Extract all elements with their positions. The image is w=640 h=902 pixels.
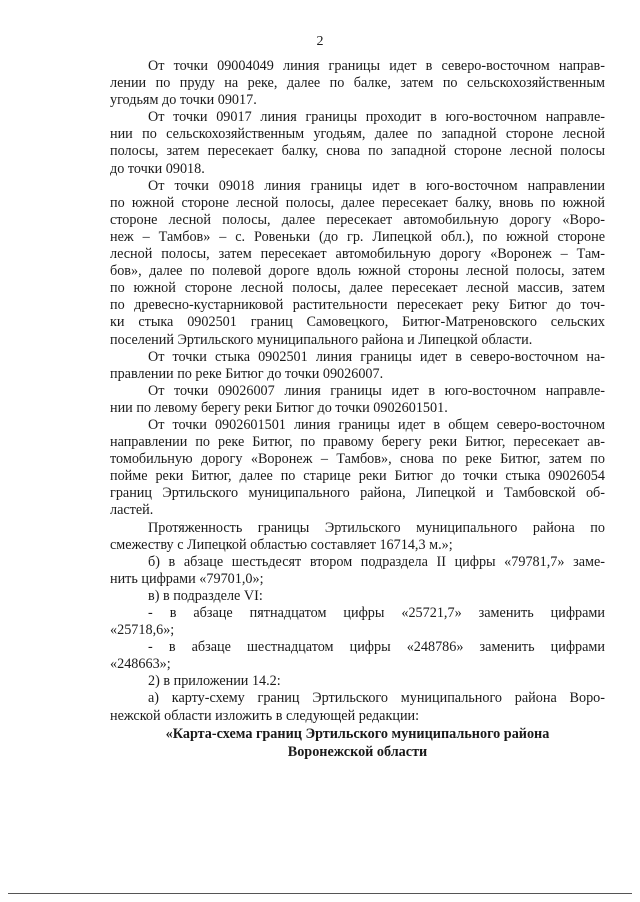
section-title-line: Воронежской области xyxy=(287,743,428,760)
text-line: бов», далее по полевой дороге вдоль южной стороны лесной полосы, затем xyxy=(110,263,605,280)
paragraph xyxy=(110,673,605,690)
bottom-rule xyxy=(8,893,632,894)
text-line: - в абзаце пятнадцатом цифры «25721,7» заменить цифрами xyxy=(148,605,605,621)
text-line: От точки 09004049 линия границы идет в северо-восточном направ- xyxy=(148,58,605,74)
text-line: направлении по реке Битюг, по правому берегу реки Битюг, пересекает ав- xyxy=(110,434,605,451)
text-line: границ Эртильского муниципального района, Липецкой и Тамбовской об- xyxy=(110,485,605,502)
paragraph xyxy=(110,639,605,673)
text-line: лесной полосы, затем пересекает автомобильную дорогу «Воронеж – Там- xyxy=(110,246,605,263)
paragraph xyxy=(110,417,605,520)
text-line: б) в абзаце шестьдесят втором подраздела II цифры «79781,7» заме- xyxy=(148,553,605,570)
paragraph xyxy=(110,349,605,383)
text-line: От точки 09026007 линия границы идет в юго-восточном направле- xyxy=(148,382,605,399)
text-line: От точки 09018 линия границы идет в юго-восточном направлении xyxy=(148,177,605,194)
paragraph xyxy=(110,109,605,177)
text-line: От точки 09017 линия границы проходит в юго-восточном направле- xyxy=(148,109,605,126)
paragraph xyxy=(110,383,605,417)
text-line: смежеству с Липецкой областью составляет 16714,3 м.»; xyxy=(110,536,453,553)
text-line: стороне лесной полосы, далее пересекает автомобильную дорогу «Воро- xyxy=(110,211,605,228)
text-line: нии по левому берегу реки Битюг до точки 0902601501. xyxy=(110,399,448,416)
text-line: неж – Тамбов» – с. Ровеньки (до гр. Липецкой обл.), по южной стороне xyxy=(110,228,605,245)
document-body xyxy=(110,58,605,761)
paragraph xyxy=(110,690,605,724)
text-line: От точки 0902601501 линия границы идет в общем северо-восточном xyxy=(148,416,605,433)
text-line: по древесно-кустарниковой растительности пересекает реку Битюг до точ- xyxy=(110,297,605,314)
text-line: ластей. xyxy=(110,502,154,519)
text-line: Протяженность границы Эртильского муниципального района по xyxy=(148,519,605,536)
page-number: 2 xyxy=(316,34,324,49)
section-title-line: «Карта-схема границ Эртильского муниципального района xyxy=(165,725,550,742)
text-line: «248663»; xyxy=(110,656,171,673)
text-line: пойме реки Битюг, далее по старице реки Битюг до точки стыка 09026054 xyxy=(110,468,605,485)
paragraph xyxy=(110,178,605,349)
text-line: в) в подразделе VI: xyxy=(148,587,263,604)
text-line: нежской области изложить в следующей редакции: xyxy=(110,707,420,724)
paragraph xyxy=(110,58,605,109)
text-line: а) карту-схему границ Эртильского муниципального района Воро- xyxy=(148,690,605,707)
text-line: по южной стороне лесной полосы, далее пересекает лесной массив, затем xyxy=(110,280,605,297)
text-line: поселений Эртильского муниципального района и Липецкой области. xyxy=(110,331,533,348)
paragraph xyxy=(110,588,605,605)
text-line: 2) в приложении 14.2: xyxy=(148,673,281,690)
text-line: по южной стороне лесной полосы, далее пересекает балку, вновь по южной xyxy=(110,194,605,211)
text-line: нии по сельскохозяйственным угодьям, далее по западной стороне лесной xyxy=(110,126,605,143)
text-line: угодьям до точки 09017. xyxy=(110,92,257,109)
text-line: нить цифрами «79701,0»; xyxy=(110,570,264,587)
text-line: От точки стыка 0902501 линия границы идет в северо-восточном на- xyxy=(148,348,605,365)
text-line: ки стыка 0902501 границ Самовецкого, Битюг-Матреновского сельских xyxy=(110,314,605,331)
text-line: - в абзаце шестнадцатом цифры «248786» заменить цифрами xyxy=(148,639,605,656)
text-line: лении по пруду на реке, далее по балке, затем по сельскохозяйственным xyxy=(110,75,605,92)
text-line: полосы, затем пересекает балку, снова по западной стороне лесной полосы xyxy=(110,143,605,160)
text-line: «25718,6»; xyxy=(110,622,175,639)
text-line: томобильную дорогу «Воронеж – Тамбов», снова по реке Битюг, затем по xyxy=(110,451,605,468)
paragraph xyxy=(110,520,605,554)
text-line: до точки 09018. xyxy=(110,160,205,177)
text-line: правлении по реке Битюг до точки 09026007. xyxy=(110,365,384,382)
paragraph xyxy=(110,554,605,588)
paragraph xyxy=(110,605,605,639)
